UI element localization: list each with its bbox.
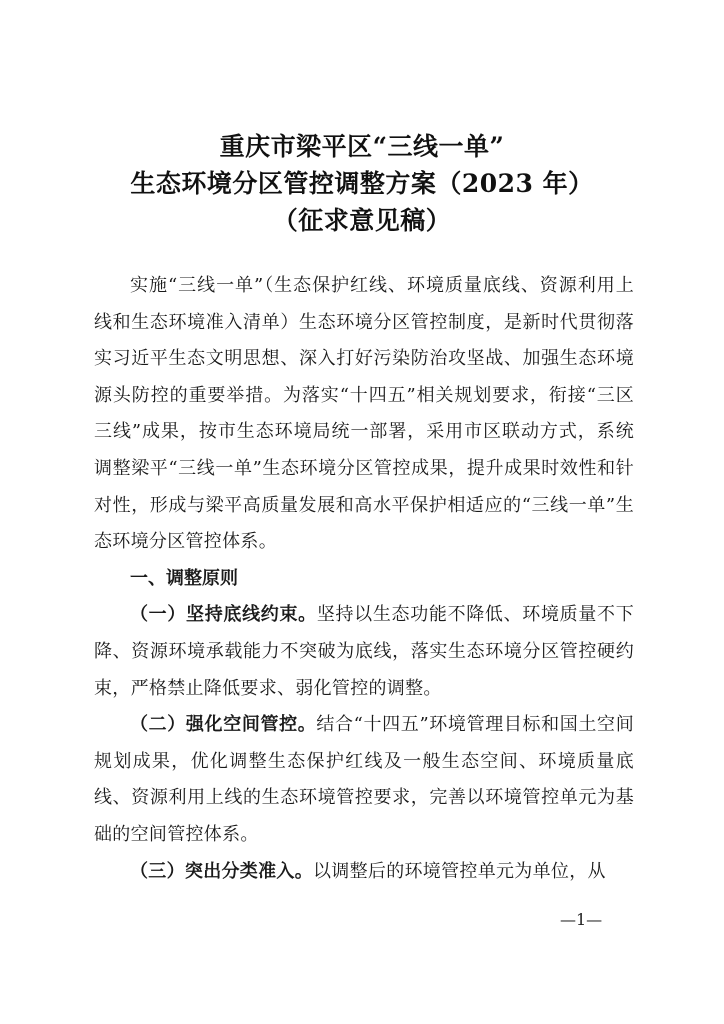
section-heading: 一、调整原则	[130, 567, 238, 589]
principle-lead-2: （二）强化空间管控。	[130, 714, 317, 736]
principle-paragraph-1	[94, 597, 634, 707]
principle-lead-1: （一）坚持底线约束。	[130, 604, 317, 626]
title-line-2: 生态环境分区管控调整方案（2023 年）	[130, 169, 594, 198]
principle-text-2: 结合“十四五”环境管理目标和国土空间规划成果，优化调整生态保护红线及一般生态空间、环境质量底线、资源利用上线的生态环境管控要求，完善以环境管控单元为基础的空间管控体系。	[94, 714, 634, 845]
principle-text-3: 以调整后的环境管控单元为单位，从	[313, 860, 606, 882]
title-line-3: （征求意见稿）	[272, 206, 452, 235]
document-title	[0, 128, 724, 239]
principle-paragraph-2	[94, 707, 634, 853]
principle-paragraph-3	[94, 854, 634, 891]
principle-lead-3: （三）突出分类准入。	[130, 860, 313, 882]
principle-text-1: 坚持以生态功能不降低、环境质量不下降、资源环境承载能力不突破为底线，落实生态环境分区管控硬约束，严格禁止降低要求、弱化管控的调整。	[94, 604, 634, 699]
intro-paragraph: 实施“三线一单”（生态保护红线、环境质量底线、资源利用上线和生态环境准入清单）生态环境分区管控制度，是新时代贯彻落实习近平生态文明思想、深入打好污染防治攻坚战、加强生态环境源头防控的重要举措。为落实“十四五”相关规划要求，衔接“三区三线”成果，按市生态环境局统一部署，采用市区联动方式，系统调整梁平“三线一单”生态环境分区管控成果，提升成果时效性和针对性，形成与梁平高质量发展和高水平保护相适应的“三线一单”生态环境分区管控体系。	[94, 275, 634, 553]
title-line-1: 重庆市梁平区“三线一单”	[219, 132, 505, 161]
document-body	[94, 268, 634, 890]
page-number: —1—	[560, 910, 603, 929]
